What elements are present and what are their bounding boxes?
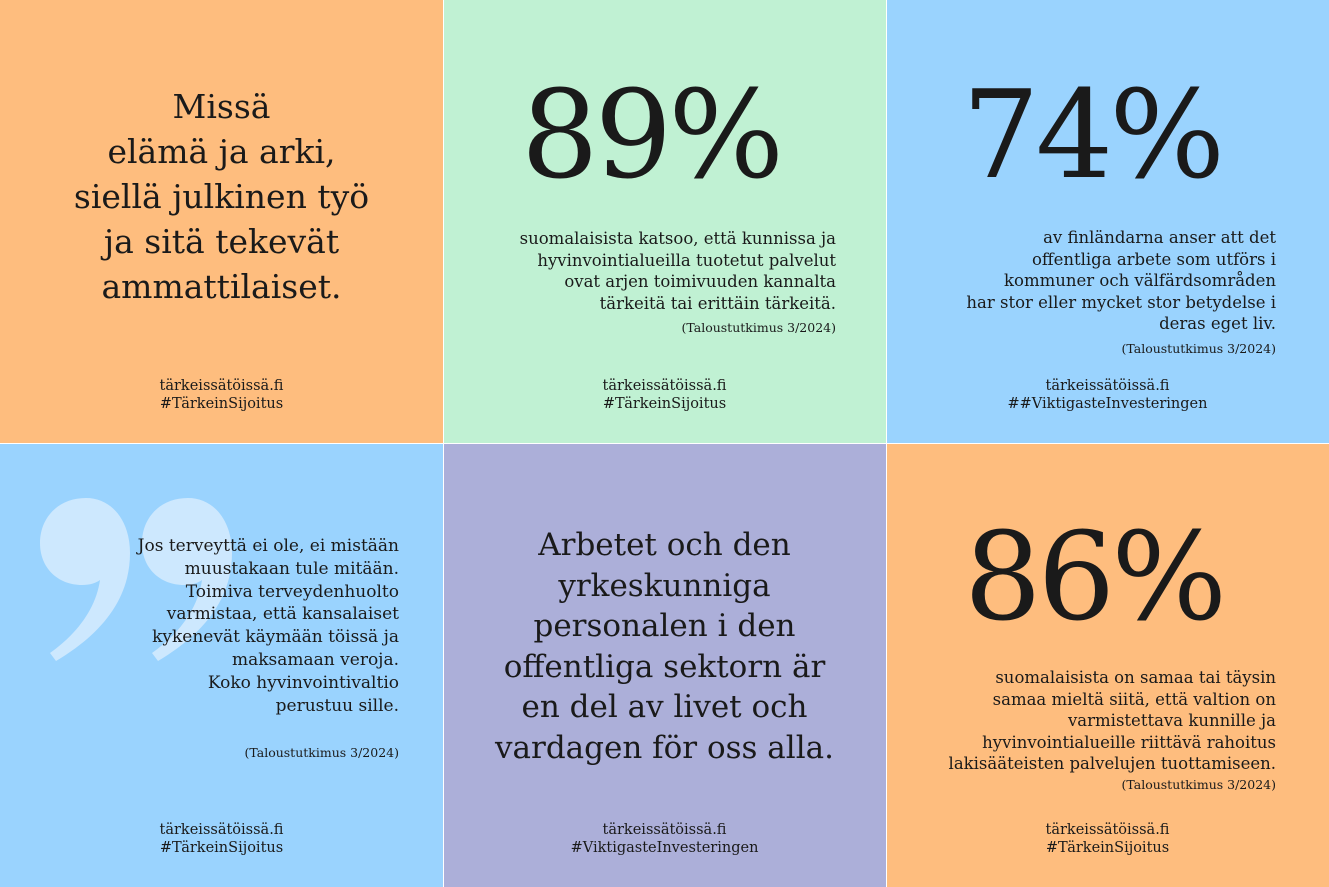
body-line: tärkeitä tai erittäin tärkeitä. [599,293,836,313]
tile-stat-89 [443,0,886,443]
body-line: hyvinvointialueilla tuotetut palvelut [537,250,836,270]
quote-line: maksamaan veroja. [232,649,399,670]
hashtag: #ViktigasteInvesteringen [570,840,759,856]
tile-stat-74 [886,0,1329,443]
headline-line: personalen i den [533,608,796,644]
body-line: ovat arjen toimivuuden kannalta [564,272,836,291]
quote-line: Koko hyvinvointivaltio [207,672,399,693]
stat-description [949,667,1276,775]
headline [443,525,886,768]
tile-quote [0,443,443,887]
quote-line: Toimiva terveydenhuolto [185,581,399,602]
quote-line: perustuu sille. [275,695,399,716]
divider [0,443,1329,444]
footer [443,377,886,413]
hashtag: #TärkeinSijoitus [1045,840,1170,856]
headline-line: Arbetet och den [538,527,791,563]
body-line: deras eget liv. [1159,314,1276,333]
body-line: hyvinvointialueille riittävä rahoitus [982,732,1276,752]
quote-line: varmistaa, että kansalaiset [166,604,399,625]
footer [0,821,443,857]
source-citation: (Taloustutkimus 3/2024) [1121,777,1276,792]
body-line: kommuner och välfärdsområden [1004,271,1276,290]
hashtag: ##ViktigasteInvesteringen [1007,396,1208,412]
footer [886,377,1329,413]
source-citation: (Taloustutkimus 3/2024) [1121,341,1276,356]
headline-line: ammattilaiset. [101,267,342,306]
tile-stat-86 [886,443,1329,887]
headline-line: vardagen för oss alla. [495,729,834,766]
headline-line: ja sitä tekevät [103,222,340,261]
hashtag: #TärkeinSijoitus [159,396,284,412]
stat-number: 89% [521,64,781,206]
headline-line: offentliga sektorn är [503,648,826,685]
website-link[interactable]: tärkeissätöissä.fi [159,378,284,394]
website-link[interactable]: tärkeissätöissä.fi [1045,822,1170,838]
website-link[interactable]: tärkeissätöissä.fi [602,378,727,394]
headline [0,84,443,309]
website-link[interactable]: tärkeissätöissä.fi [159,822,284,838]
headline-line: en del av livet och [521,689,808,725]
headline-line: siellä julkinen työ [73,177,370,216]
quote-line: kykenevät käymään töissä ja [152,627,399,648]
website-link[interactable]: tärkeissätöissä.fi [1045,378,1170,394]
quote-line: muustakaan tule mitään. [184,558,399,579]
stat-description [966,227,1276,335]
website-link[interactable]: tärkeissätöissä.fi [602,822,727,838]
source-citation: (Taloustutkimus 3/2024) [681,320,836,335]
body-line: varmistettava kunnille ja [1067,711,1276,730]
stat-description [520,228,836,314]
tile-headline-fi [0,0,443,443]
source-citation: (Taloustutkimus 3/2024) [244,745,399,760]
body-line: samaa mieltä siitä, että valtion on [992,689,1276,709]
body-line: suomalaisista on samaa tai täysin [995,668,1276,687]
body-line: suomalaisista katsoo, että kunnissa ja [519,229,836,248]
hashtag: #TärkeinSijoitus [159,840,284,856]
footer [0,377,443,413]
body-line: lakisääteisten palvelujen tuottamiseen. [948,754,1276,773]
footer [886,821,1329,857]
body-line: offentliga arbete som utförs i [1031,249,1276,269]
stat-number: 74% [962,64,1222,206]
quote-line: Jos terveyttä ei ole, ei mistään [137,536,399,556]
footer [443,821,886,857]
quote-text [138,535,399,717]
body-line: har stor eller mycket stor betydelse i [966,292,1276,312]
headline-line: Missä [172,87,271,126]
headline-line: yrkeskunniga [558,567,771,604]
hashtag: #TärkeinSijoitus [602,396,727,412]
body-line: av finländarna anser att det [1043,228,1276,247]
headline-line: elämä ja arki, [107,132,336,171]
tile-headline-sv [443,443,886,887]
stat-number: 86% [964,506,1224,648]
